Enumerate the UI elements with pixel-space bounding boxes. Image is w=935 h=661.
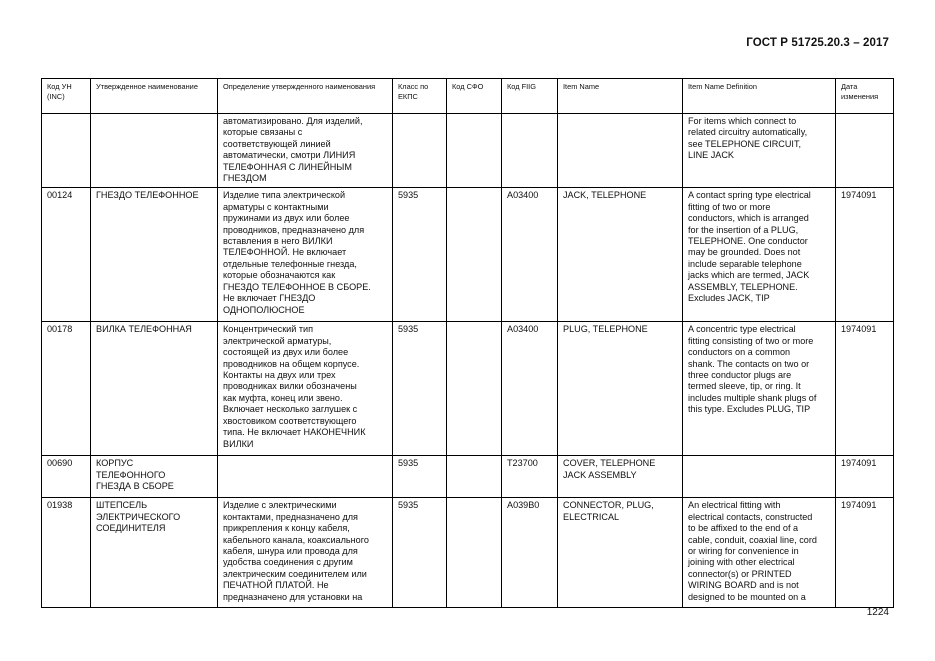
col-header-date: Дата изменения xyxy=(836,79,894,114)
cell-fiig: A039B0 xyxy=(502,498,558,608)
cell-class: 5935 xyxy=(393,188,447,322)
table-row xyxy=(42,114,894,188)
cell-name-ru xyxy=(91,114,218,188)
cell-inc xyxy=(42,114,91,188)
cell-item-definition: A concentric type electrical fitting consisting of two or more conductors on a common shank. The contacts on two or three conductor plugs are termed sleeve, tip, or ring. It includes multiple shank plugs of this type. Excludes PLUG, TIP xyxy=(683,322,836,456)
cell-date: 1974091 xyxy=(836,498,894,608)
cell-inc: 00178 xyxy=(42,322,91,456)
cell-inc: 01938 xyxy=(42,498,91,608)
cell-date xyxy=(836,114,894,188)
cell-definition-ru: Концентрический тип электрической арматуры, состоящей из двух или более проводников на общем корпусе. Контакты на двух или трех проводниках вилки обозначены как муфта, конец или звено. Включает несколько заглушек с хвостовиком соответствующего типа. Не включает НАКОНЕЧНИК ВИЛКИ xyxy=(218,322,393,456)
cell-item-definition xyxy=(683,456,836,498)
cell-item-definition: An electrical fitting with electrical contacts, constructed to be affixed to the end of a cable, conduit, coaxial line, cord or wiring for convenience in joining with other electrical connector(s) or PRINTED WIRING BOARD and is not designed to be mounted on a xyxy=(683,498,836,608)
document-header: ГОСТ Р 51725.20.3 – 2017 xyxy=(746,37,889,49)
col-header-fiig: Код FIIG xyxy=(502,79,558,114)
cell-name-ru: ГНЕЗДО ТЕЛЕФОННОЕ xyxy=(91,188,218,322)
cell-fiig: A03400 xyxy=(502,322,558,456)
cell-item-name: PLUG, TELEPHONE xyxy=(558,322,683,456)
cell-sfo xyxy=(447,114,502,188)
page-number: 1224 xyxy=(866,607,889,618)
cell-definition-ru xyxy=(218,456,393,498)
cell-class: 5935 xyxy=(393,322,447,456)
table-header-row xyxy=(42,79,894,114)
cell-fiig xyxy=(502,114,558,188)
cell-name-ru: КОРПУС ТЕЛЕФОННОГО ГНЕЗДА В СБОРЕ xyxy=(91,456,218,498)
cell-class: 5935 xyxy=(393,498,447,608)
cell-fiig: T23700 xyxy=(502,456,558,498)
col-header-definition-ru: Определение утвержденного наименования xyxy=(218,79,393,114)
col-header-inc: Код УН (INC) xyxy=(42,79,91,114)
table-row xyxy=(42,322,894,456)
cell-sfo xyxy=(447,456,502,498)
cell-date: 1974091 xyxy=(836,322,894,456)
cell-item-definition: A contact spring type electrical fitting of two or more conductors, which is arranged for the insertion of a PLUG, TELEPHONE. One conductor may be grounded. Does not include separable telephone jacks which are termed, JACK ASSEMBLY, TELEPHONE. Excludes JACK, TIP xyxy=(683,188,836,322)
cell-class xyxy=(393,114,447,188)
cell-item-name: JACK, TELEPHONE xyxy=(558,188,683,322)
col-header-class: Класс по ЕКПС xyxy=(393,79,447,114)
cell-date: 1974091 xyxy=(836,188,894,322)
col-header-name-ru: Утвержденное наименование xyxy=(91,79,218,114)
cell-name-ru: ШТЕПСЕЛЬ ЭЛЕКТРИЧЕСКОГО СОЕДИНИТЕЛЯ xyxy=(91,498,218,608)
cell-inc: 00124 xyxy=(42,188,91,322)
cell-inc: 00690 xyxy=(42,456,91,498)
cell-item-name: COVER, TELEPHONE JACK ASSEMBLY xyxy=(558,456,683,498)
cell-item-definition: For items which connect to related circuitry automatically, see TELEPHONE CIRCUIT, LINE JACK xyxy=(683,114,836,188)
col-header-item-name: Item Name xyxy=(558,79,683,114)
table-row xyxy=(42,456,894,498)
classification-table xyxy=(41,78,894,608)
cell-definition-ru: Изделие типа электрической арматуры с контактными пружинами из двух или более проводников, предназначено для вставления в него ВИЛКИ ТЕЛЕФОННОЙ. Не включает отдельные телефонные гнезда, которые обозначаются как ГНЕЗДО ТЕЛЕФОННОЕ В СБОРЕ. Не включает ГНЕЗДО ОДНОПОЛЮСНОЕ xyxy=(218,188,393,322)
cell-date: 1974091 xyxy=(836,456,894,498)
cell-sfo xyxy=(447,188,502,322)
table-row xyxy=(42,188,894,322)
cell-class: 5935 xyxy=(393,456,447,498)
cell-name-ru: ВИЛКА ТЕЛЕФОННАЯ xyxy=(91,322,218,456)
cell-sfo xyxy=(447,498,502,608)
table-row xyxy=(42,498,894,608)
cell-item-name xyxy=(558,114,683,188)
col-header-item-definition: Item Name Definition xyxy=(683,79,836,114)
cell-definition-ru: автоматизировано. Для изделий, которые связаны с соответствующей линией автоматически, смотри ЛИНИЯ ТЕЛЕФОННАЯ С ЛИНЕЙНЫМ ГНЕЗДОМ xyxy=(218,114,393,188)
cell-item-name: CONNECTOR, PLUG, ELECTRICAL xyxy=(558,498,683,608)
cell-sfo xyxy=(447,322,502,456)
cell-definition-ru: Изделие с электрическими контактами, предназначено для прикрепления к концу кабеля, кабельного канала, коаксиального кабеля, шнура или провода для удобства соединения с другим электрическим соединителем или ПЕЧАТНОЙ ПЛАТОЙ. Не предназначено для установки на xyxy=(218,498,393,608)
col-header-sfo: Код СФО xyxy=(447,79,502,114)
cell-fiig: A03400 xyxy=(502,188,558,322)
